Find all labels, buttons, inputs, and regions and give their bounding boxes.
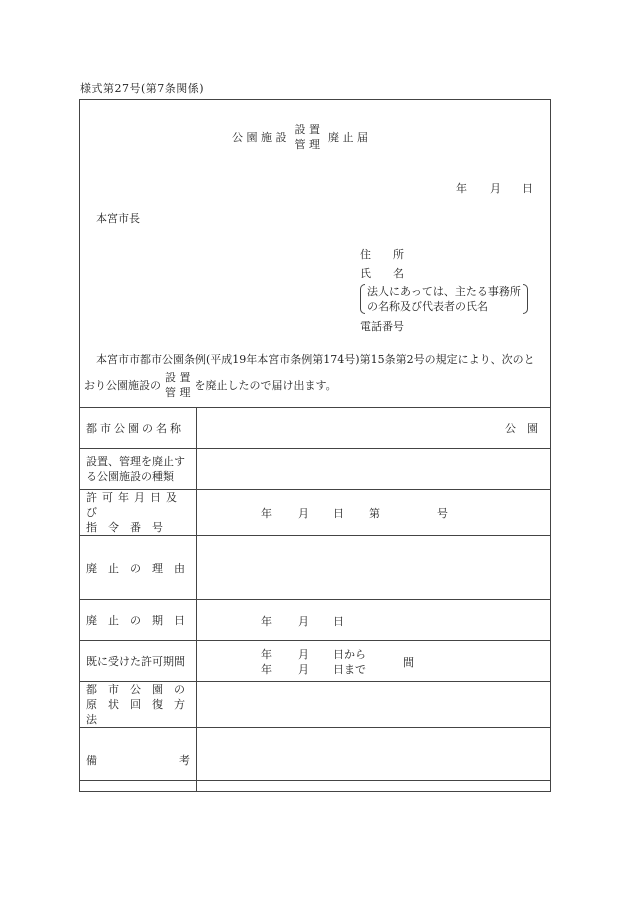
restore-label-1: 都 市 公 園 の — [86, 683, 185, 696]
restore-label — [80, 682, 197, 728]
statement-suffix: を廃止したので届け出ます。 — [194, 379, 337, 392]
date-label: 廃 止 の 期 日 — [80, 600, 197, 641]
restore-field[interactable] — [197, 682, 551, 728]
period-to-month: 月 — [298, 663, 309, 676]
statement-line-2 — [84, 370, 337, 400]
permit-no-suffix: 号 — [437, 507, 448, 520]
remarks-label — [80, 728, 197, 792]
facility-type-label — [80, 449, 197, 490]
corporate-note-lines — [365, 284, 523, 314]
statement-option-setting: 設 置 — [165, 371, 191, 384]
remarks-label-2: 考 — [179, 753, 190, 767]
applicant-address-label: 住 所 — [360, 248, 404, 261]
period-from-day: 日から — [333, 648, 366, 661]
bracket-right — [523, 284, 528, 314]
row-permit — [80, 490, 551, 536]
date-month: 月 — [490, 182, 501, 195]
row-reason — [80, 536, 551, 600]
title-left: 公 園 施 設 — [232, 131, 287, 144]
facility-type-field[interactable] — [197, 449, 551, 490]
row-date — [80, 600, 551, 641]
title-option-setting: 設 置 — [294, 123, 320, 136]
fields-table — [79, 407, 551, 792]
title-option-management: 管 理 — [294, 138, 320, 151]
reason-field[interactable] — [197, 536, 551, 600]
row-restore — [80, 682, 551, 728]
period-from-month: 月 — [298, 648, 309, 661]
date-field[interactable] — [197, 600, 551, 641]
permit-label — [80, 490, 197, 536]
statement-options — [165, 370, 191, 400]
period-label: 既に受けた許可期間 — [80, 641, 197, 682]
permit-no-prefix: 第 — [369, 507, 380, 520]
date-value-month: 月 — [298, 614, 309, 628]
remarks-field[interactable] — [197, 728, 551, 792]
date-year: 年 — [456, 182, 467, 195]
row-park-name — [80, 408, 551, 449]
form-frame — [79, 99, 551, 781]
period-value — [203, 645, 544, 677]
period-to-day: 日まで — [333, 663, 366, 676]
corporate-note — [360, 284, 528, 314]
facility-type-label-1: 設置、管理を廃止す — [86, 455, 185, 468]
date-value-day: 日 — [333, 614, 344, 628]
date-value-year: 年 — [261, 614, 272, 628]
period-suffix: 間 — [403, 656, 414, 669]
remarks-label-1: 備 — [86, 753, 97, 767]
row-period — [80, 641, 551, 682]
title-right: 廃 止 届 — [328, 131, 368, 144]
park-name-suffix: 公 園 — [505, 422, 538, 435]
title-options — [295, 122, 321, 152]
row-remarks — [80, 728, 551, 792]
date-day: 日 — [522, 182, 533, 195]
applicant-phone-label: 電話番号 — [360, 320, 404, 333]
permit-year: 年 — [261, 507, 272, 520]
permit-value — [203, 505, 544, 520]
permit-day: 日 — [333, 507, 344, 520]
permit-label-2: 指 令 番 号 — [86, 521, 163, 534]
facility-type-label-2: る公園施設の種類 — [86, 470, 174, 483]
statement-prefix: おり公園施設の — [84, 379, 161, 392]
reason-label: 廃 止 の 理 由 — [80, 536, 197, 600]
restore-label-2: 原 状 回 復 方 法 — [86, 698, 196, 726]
applicant-name-label: 氏 名 — [360, 267, 404, 280]
form-number: 様式第27号(第7条関係) — [80, 82, 205, 95]
park-name-label: 都市公園の名称 — [80, 408, 197, 449]
period-field[interactable] — [197, 641, 551, 682]
date-value — [203, 613, 544, 628]
permit-month: 月 — [298, 507, 309, 520]
form-title — [232, 122, 368, 152]
addressee: 本宮市長 — [96, 212, 140, 225]
corporate-note-line-2: の名称及び代表者の氏名 — [367, 300, 488, 313]
period-from-year: 年 — [261, 648, 272, 661]
permit-label-1: 許可年月日及び — [86, 491, 182, 519]
corporate-note-line-1: 法人にあっては、主たる事務所 — [367, 285, 521, 298]
statement-line-1: 本宮市市都市公園条例(平成19年本宮市条例第174号)第15条第2号の規定により、次のと — [96, 353, 535, 366]
row-facility-type — [80, 449, 551, 490]
permit-field[interactable] — [197, 490, 551, 536]
statement-option-management: 管 理 — [165, 386, 191, 399]
park-name-field[interactable] — [197, 408, 551, 449]
period-to-year: 年 — [261, 663, 272, 676]
